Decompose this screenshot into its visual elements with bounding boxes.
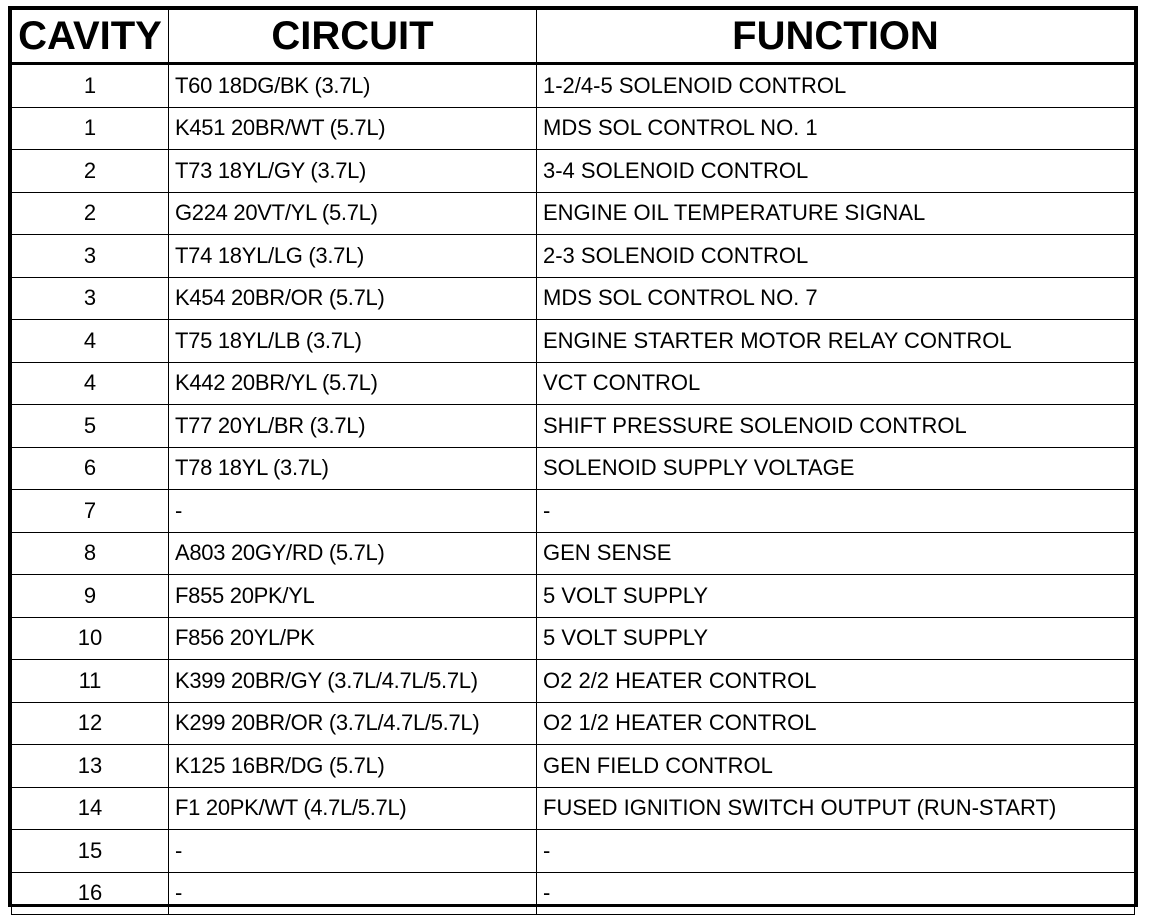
cavity-cell: 9 xyxy=(12,575,169,618)
table-row xyxy=(12,617,1135,660)
circuit-cell: - xyxy=(169,872,537,915)
function-cell: FUSED IGNITION SWITCH OUTPUT (RUN-START) xyxy=(537,787,1135,830)
table-row xyxy=(12,192,1135,235)
circuit-cell: T77 20YL/BR (3.7L) xyxy=(169,405,537,448)
function-cell: - xyxy=(537,830,1135,873)
function-cell: 3-4 SOLENOID CONTROL xyxy=(537,150,1135,193)
table-row xyxy=(12,787,1135,830)
connector-pinout-table xyxy=(11,9,1135,915)
cavity-cell: 2 xyxy=(12,192,169,235)
cavity-cell: 15 xyxy=(12,830,169,873)
connector-pinout-table-frame xyxy=(8,6,1138,907)
table-row xyxy=(12,575,1135,618)
table-row xyxy=(12,490,1135,533)
cavity-cell: 11 xyxy=(12,660,169,703)
function-cell: 1-2/4-5 SOLENOID CONTROL xyxy=(537,64,1135,108)
cavity-cell: 3 xyxy=(12,277,169,320)
cavity-cell: 8 xyxy=(12,532,169,575)
cavity-cell: 2 xyxy=(12,150,169,193)
cavity-cell: 3 xyxy=(12,235,169,278)
table-row xyxy=(12,872,1135,915)
function-cell: MDS SOL CONTROL NO. 7 xyxy=(537,277,1135,320)
table-row xyxy=(12,830,1135,873)
circuit-cell: F855 20PK/YL xyxy=(169,575,537,618)
circuit-cell: F1 20PK/WT (4.7L/5.7L) xyxy=(169,787,537,830)
header-circuit: CIRCUIT xyxy=(169,10,537,64)
header-function: FUNCTION xyxy=(537,10,1135,64)
cavity-cell: 4 xyxy=(12,320,169,363)
circuit-cell: K299 20BR/OR (3.7L/4.7L/5.7L) xyxy=(169,702,537,745)
circuit-cell: T74 18YL/LG (3.7L) xyxy=(169,235,537,278)
function-cell: GEN SENSE xyxy=(537,532,1135,575)
circuit-cell: F856 20YL/PK xyxy=(169,617,537,660)
function-cell: - xyxy=(537,872,1135,915)
function-cell: - xyxy=(537,490,1135,533)
cavity-cell: 1 xyxy=(12,107,169,150)
table-row xyxy=(12,447,1135,490)
cavity-cell: 10 xyxy=(12,617,169,660)
table-row xyxy=(12,660,1135,703)
circuit-cell: K442 20BR/YL (5.7L) xyxy=(169,362,537,405)
cavity-cell: 5 xyxy=(12,405,169,448)
function-cell: 5 VOLT SUPPLY xyxy=(537,575,1135,618)
table-row xyxy=(12,532,1135,575)
cavity-cell: 1 xyxy=(12,64,169,108)
function-cell: SHIFT PRESSURE SOLENOID CONTROL xyxy=(537,405,1135,448)
cavity-cell: 12 xyxy=(12,702,169,745)
table-row xyxy=(12,320,1135,363)
header-cavity: CAVITY xyxy=(12,10,169,64)
table-header xyxy=(12,10,1135,64)
function-cell: GEN FIELD CONTROL xyxy=(537,745,1135,788)
function-cell: 2-3 SOLENOID CONTROL xyxy=(537,235,1135,278)
circuit-cell: K399 20BR/GY (3.7L/4.7L/5.7L) xyxy=(169,660,537,703)
circuit-cell: T78 18YL (3.7L) xyxy=(169,447,537,490)
table-row xyxy=(12,235,1135,278)
table-body xyxy=(12,64,1135,915)
table-row xyxy=(12,362,1135,405)
header-row xyxy=(12,10,1135,64)
circuit-cell: T75 18YL/LB (3.7L) xyxy=(169,320,537,363)
table-row xyxy=(12,107,1135,150)
circuit-cell: T73 18YL/GY (3.7L) xyxy=(169,150,537,193)
cavity-cell: 6 xyxy=(12,447,169,490)
circuit-cell: A803 20GY/RD (5.7L) xyxy=(169,532,537,575)
table-row xyxy=(12,745,1135,788)
cavity-cell: 4 xyxy=(12,362,169,405)
table-row xyxy=(12,150,1135,193)
function-cell: ENGINE STARTER MOTOR RELAY CONTROL xyxy=(537,320,1135,363)
circuit-cell: T60 18DG/BK (3.7L) xyxy=(169,64,537,108)
function-cell: ENGINE OIL TEMPERATURE SIGNAL xyxy=(537,192,1135,235)
circuit-cell: G224 20VT/YL (5.7L) xyxy=(169,192,537,235)
function-cell: MDS SOL CONTROL NO. 1 xyxy=(537,107,1135,150)
cavity-cell: 13 xyxy=(12,745,169,788)
circuit-cell: - xyxy=(169,830,537,873)
table-row xyxy=(12,64,1135,108)
function-cell: SOLENOID SUPPLY VOLTAGE xyxy=(537,447,1135,490)
table-row xyxy=(12,277,1135,320)
cavity-cell: 7 xyxy=(12,490,169,533)
function-cell: O2 1/2 HEATER CONTROL xyxy=(537,702,1135,745)
table-row xyxy=(12,405,1135,448)
function-cell: VCT CONTROL xyxy=(537,362,1135,405)
function-cell: O2 2/2 HEATER CONTROL xyxy=(537,660,1135,703)
function-cell: 5 VOLT SUPPLY xyxy=(537,617,1135,660)
circuit-cell: - xyxy=(169,490,537,533)
circuit-cell: K125 16BR/DG (5.7L) xyxy=(169,745,537,788)
table-row xyxy=(12,702,1135,745)
cavity-cell: 14 xyxy=(12,787,169,830)
circuit-cell: K454 20BR/OR (5.7L) xyxy=(169,277,537,320)
circuit-cell: K451 20BR/WT (5.7L) xyxy=(169,107,537,150)
cavity-cell: 16 xyxy=(12,872,169,915)
